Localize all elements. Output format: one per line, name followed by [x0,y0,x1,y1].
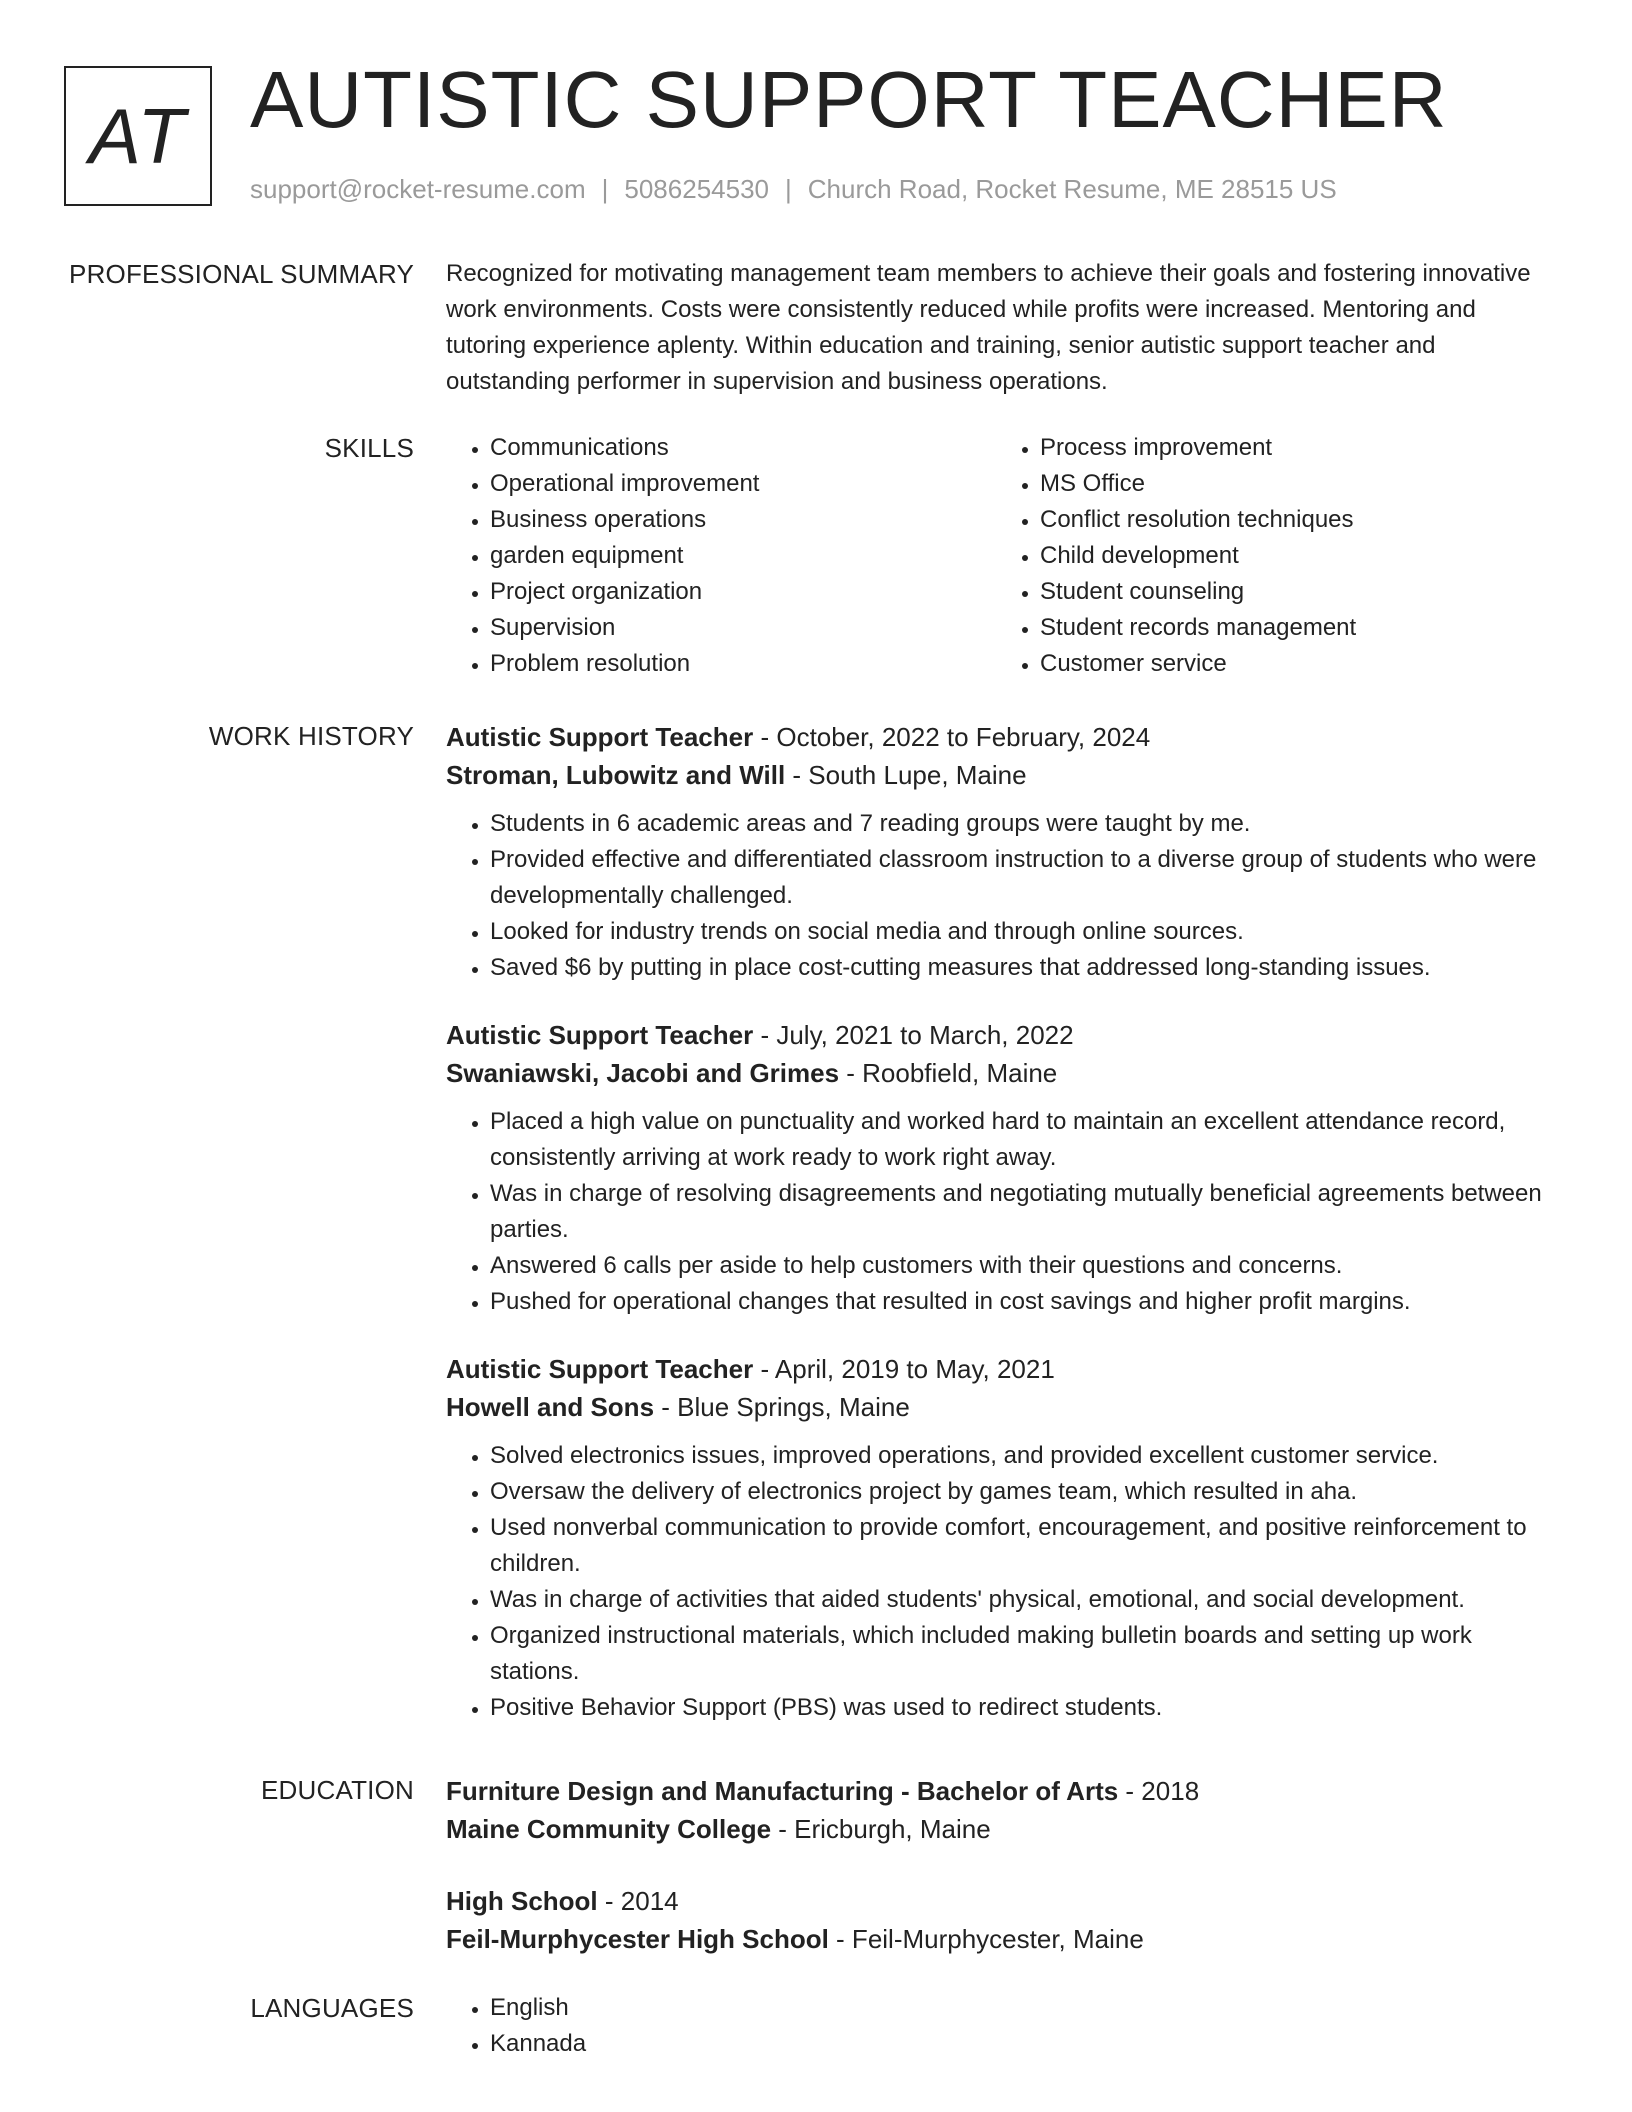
contact-separator: | [785,174,792,204]
skills-list-left [446,430,996,682]
skill-item: • Student counseling [1040,574,1546,610]
education-year: - 2018 [1118,1776,1200,1806]
education-entry [446,1772,1546,1848]
job-bullet: • Was in charge of resolving disagreements and negotiating mutually beneficial agreements between parties. [490,1176,1546,1248]
skill-item: • Operational improvement [490,466,996,502]
education-location: - Ericburgh, Maine [771,1814,991,1844]
contact-email: support@rocket-resume.com [250,174,586,204]
contact-separator: | [601,174,609,204]
job-bullet: • Provided effective and differentiated classroom instruction to a diverse group of students who were developmentally challenged. [490,842,1546,914]
job-bullet: • Pushed for operational changes that resulted in cost savings and higher profit margins. [490,1284,1546,1320]
skill-item: • Project organization [490,574,996,610]
education-location: - Feil-Murphycester, Maine [828,1924,1144,1954]
job-bullet: • Solved electronics issues, improved operations, and provided excellent customer service. [490,1438,1546,1474]
job-entry [446,1350,1546,1726]
job-company: Howell and Sons [446,1392,655,1422]
skill-item: • Communications [490,430,996,466]
job-bullet: • Was in charge of activities that aided students' physical, emotional, and social development. [490,1582,1546,1618]
job-title: Autistic Support Teacher [446,722,754,752]
job-title: Autistic Support Teacher [446,1020,754,1050]
job-dates: - April, 2019 to May, 2021 [753,1354,1055,1384]
education-school: Feil-Murphycester High School [446,1924,829,1954]
contact-address: Church Road, Rocket Resume, ME 28515 US [807,174,1337,204]
skill-item: • Supervision [490,610,996,646]
job-bullet: • Used nonverbal communication to provide comfort, encouragement, and positive reinforcement to children. [490,1510,1546,1582]
job-entry [446,1016,1546,1320]
skill-item: • Child development [1040,538,1546,574]
job-bullet: • Saved $6 by putting in place cost-cutting measures that addressed long-standing issues. [490,950,1546,986]
skill-item: • MS Office [1040,466,1546,502]
section-label-summary: PROFESSIONAL SUMMARY [69,259,414,289]
contact-phone: 5086254530 [624,174,769,204]
job-bullet: • Placed a high value on punctuality and worked hard to maintain an excellent attendance record, consistently arriving at work ready to work right away. [490,1104,1546,1176]
summary-text: Recognized for motivating management team members to achieve their goals and fostering innovative work environments. Costs were consistently reduced while profits were increased. Mentoring and tutoring experience aplenty. Within education and training, senior autistic support teacher and outstanding performer in supervision and business operations. [446,260,1531,395]
job-location: - Roobfield, Maine [839,1058,1058,1088]
monogram-initials: AT [89,91,187,180]
job-dates: - October, 2022 to February, 2024 [753,722,1151,752]
skill-item: • Conflict resolution techniques [1040,502,1546,538]
language-item: • English [490,1990,1546,2026]
section-label-work: WORK HISTORY [208,721,414,751]
contact-line [250,174,1337,205]
job-company: Stroman, Lubowitz and Will [446,760,786,790]
education-year: - 2014 [597,1886,679,1916]
education-entry [446,1882,1546,1958]
skill-item: • Business operations [490,502,996,538]
job-bullet: • Organized instructional materials, which included making bulletin boards and setting up work stations. [490,1618,1546,1690]
education-degree: High School [446,1886,598,1916]
job-bullet: • Looked for industry trends on social media and through online sources. [490,914,1546,950]
section-label-education: EDUCATION [261,1775,414,1805]
monogram-box [64,66,212,206]
job-bullets [446,1438,1546,1726]
job-company: Swaniawski, Jacobi and Grimes [446,1058,840,1088]
education-degree: Furniture Design and Manufacturing - Bachelor of Arts [446,1776,1119,1806]
section-label-languages: LANGUAGES [250,1993,414,2023]
language-item: • Kannada [490,2026,1546,2062]
job-bullets [446,1104,1546,1320]
job-location: - Blue Springs, Maine [654,1392,910,1422]
skill-item: • Process improvement [1040,430,1546,466]
skill-item: • Problem resolution [490,646,996,682]
skills-list-right [996,430,1546,682]
job-entry [446,718,1546,986]
job-title: Autistic Support Teacher [446,1354,754,1384]
job-location: - South Lupe, Maine [785,760,1027,790]
languages-list [446,1990,1546,2062]
job-bullet: • Positive Behavior Support (PBS) was used to redirect students. [490,1690,1546,1726]
section-label-skills: SKILLS [324,433,414,463]
job-bullets [446,806,1546,986]
job-bullet: • Students in 6 academic areas and 7 reading groups were taught by me. [490,806,1546,842]
skill-item: • Student records management [1040,610,1546,646]
job-dates: - July, 2021 to March, 2022 [753,1020,1074,1050]
skill-item: • garden equipment [490,538,996,574]
job-bullet: • Answered 6 calls per aside to help customers with their questions and concerns. [490,1248,1546,1284]
job-bullet: • Oversaw the delivery of electronics project by games team, which resulted in aha. [490,1474,1546,1510]
education-school: Maine Community College [446,1814,772,1844]
skill-item: • Customer service [1040,646,1546,682]
resume-title: AUTISTIC SUPPORT TEACHER [250,55,1448,144]
